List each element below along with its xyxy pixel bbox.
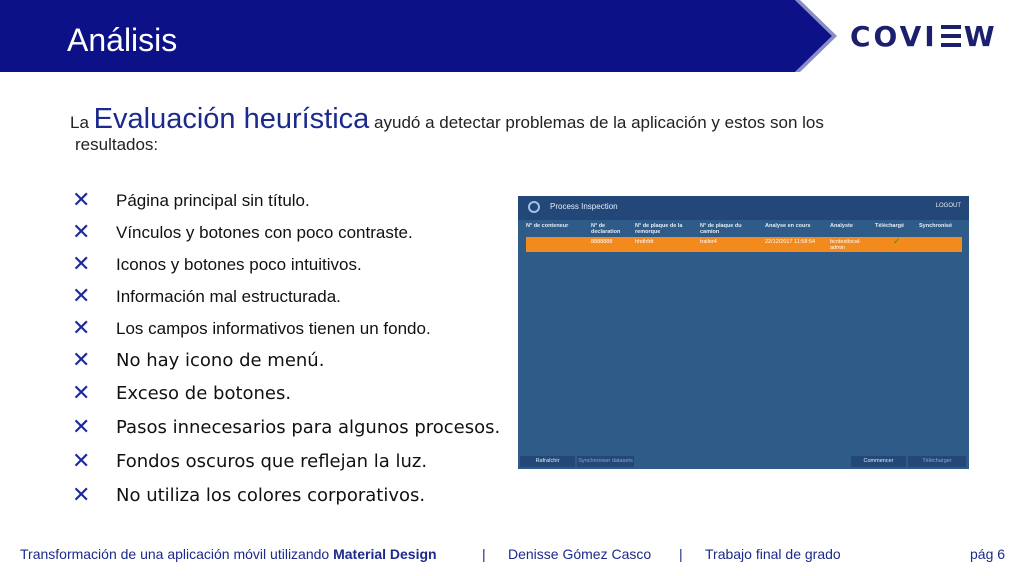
footer-project: Trabajo final de grado (705, 546, 841, 562)
list-item: ✕ Pasos innecesarios para algunos procesos. (72, 415, 501, 440)
list-item: ✕ Página principal sin título. (72, 188, 310, 213)
cross-icon: ✕ (72, 316, 91, 341)
download-button[interactable]: Télécharger (908, 456, 966, 467)
sync-datasets-button[interactable]: Synchroniser datasets (577, 456, 634, 467)
table-cell: 8888888 (591, 239, 613, 245)
column-header: Synchronisé (919, 223, 953, 229)
app-logo-icon (528, 201, 540, 213)
refresh-button[interactable]: Rafraîchir (520, 456, 575, 467)
page-number: pág 6 (970, 546, 1006, 562)
list-item: ✕ Información mal estructurada. (72, 284, 341, 309)
column-header: Analyste (830, 223, 853, 229)
intro-rest: ayudó a detectar problemas de la aplicación y estos son los (374, 113, 824, 132)
check-icon: ✓ (893, 236, 901, 246)
app-footer (518, 455, 969, 469)
list-item: ✕ Fondos oscuros que reflejan la luz. (72, 449, 428, 474)
column-header: Analyse en cours (765, 223, 811, 229)
list-item: ✕ Iconos y botones poco intuitivos. (72, 252, 362, 277)
cross-icon: ✕ (72, 188, 91, 213)
footer-author: Denisse Gómez Casco (508, 546, 652, 562)
logo-text-part1: COVI (850, 19, 938, 53)
logo-text-part2: W (963, 19, 998, 53)
app-title: Process Inspection (550, 202, 618, 211)
cross-icon: ✕ (72, 449, 91, 474)
column-header: N° de declaration (591, 223, 621, 235)
start-button[interactable]: Commencer (851, 456, 906, 467)
table-cell: bcntestlocal-admin (830, 239, 861, 251)
column-header: N° de plaque de la remorque (635, 223, 683, 235)
column-header: Téléchargé (875, 223, 905, 229)
cross-icon: ✕ (72, 483, 91, 508)
logout-button[interactable]: LOGOUT (935, 203, 961, 209)
list-item: ✕ No utiliza los colores corporativos. (72, 483, 426, 508)
table-cell: 22/12/2017 11:58:54 (765, 239, 816, 245)
list-item: ✕ Vínculos y botones con poco contraste. (72, 220, 413, 245)
app-screenshot (518, 196, 969, 469)
footer-separator: | (482, 546, 486, 562)
table-row[interactable] (526, 237, 962, 252)
table-cell: trailer4 (700, 239, 717, 245)
column-header: N° de plaque du camion (700, 223, 742, 235)
list-item: ✕ No hay icono de menú. (72, 348, 325, 373)
footer-bold-text: Material Design (333, 546, 437, 562)
cross-icon: ✕ (72, 415, 91, 440)
column-header: N° de conteneur (526, 223, 569, 229)
list-item: ✕ Los campos informativos tienen un fondo. (72, 316, 431, 341)
intro-paragraph (70, 103, 930, 156)
cross-icon: ✕ (72, 220, 91, 245)
list-item: ✕ Exceso de botones. (72, 381, 292, 406)
footer-text: Transformación de una aplicación móvil utilizando Material Design (20, 546, 437, 562)
coview-logo (850, 19, 998, 53)
intro-prefix: La (70, 113, 89, 132)
cross-icon: ✕ (72, 252, 91, 277)
footer-separator: | (679, 546, 683, 562)
cross-icon: ✕ (72, 348, 91, 373)
cross-icon: ✕ (72, 381, 91, 406)
intro-line2: resultados: (75, 135, 159, 154)
app-toolbar (518, 196, 969, 220)
table-cell: hhdhfdt (635, 239, 654, 245)
page-title: Análisis (67, 22, 178, 58)
intro-highlight: Evaluación heurística (93, 103, 370, 135)
table-header (518, 221, 969, 237)
logo-e-mark (941, 25, 961, 47)
cross-icon: ✕ (72, 284, 91, 309)
